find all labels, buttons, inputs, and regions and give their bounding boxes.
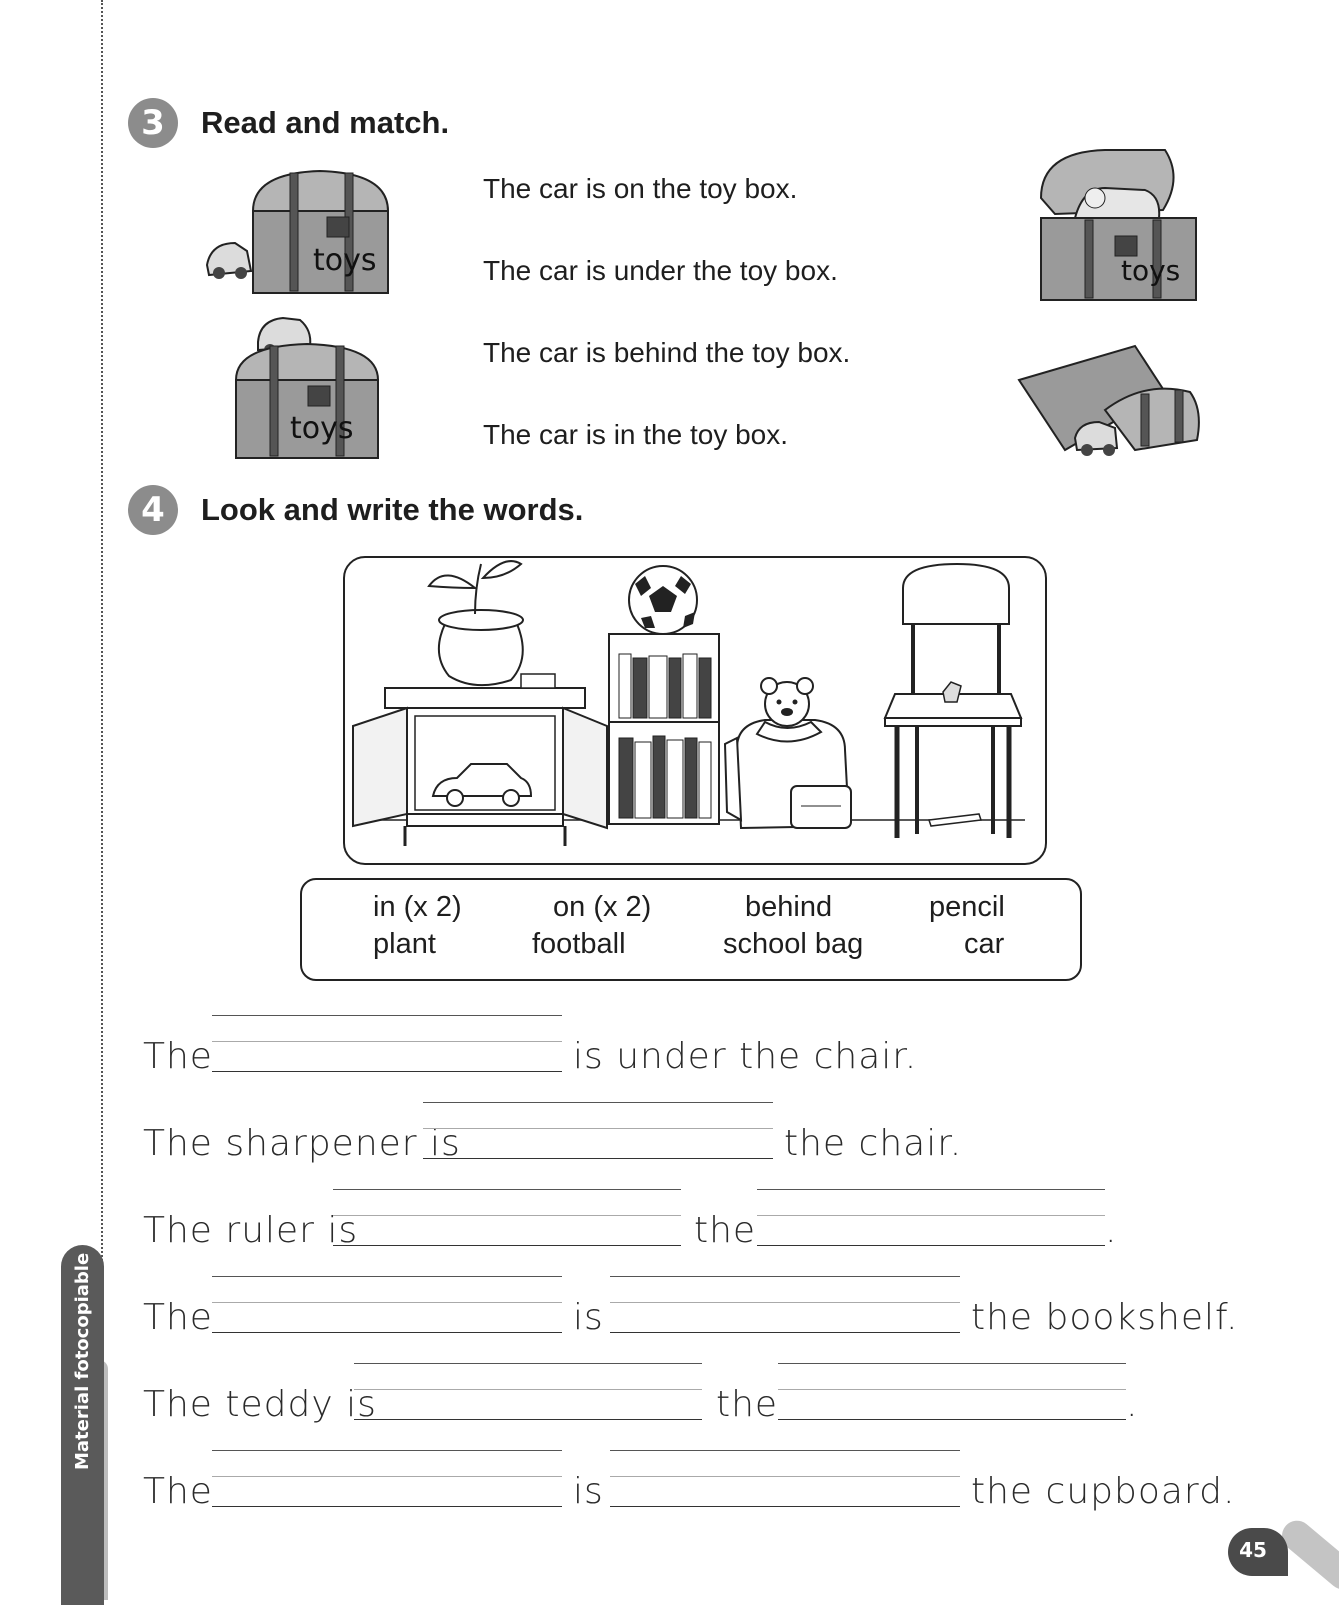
word-behind: behind: [745, 891, 833, 923]
sentence-3-mid: the: [694, 1210, 757, 1251]
answer-line-6a[interactable]: [212, 1450, 562, 1508]
word-plant: plant: [373, 928, 436, 960]
exercise-3-sentence-3: The car is behind the toy box.: [483, 337, 851, 368]
sentence-5-mid: the: [716, 1384, 779, 1425]
answer-line-1[interactable]: [212, 1015, 562, 1073]
answer-line-6b[interactable]: [610, 1450, 960, 1508]
sentence-5-start: The teddy is: [143, 1384, 377, 1425]
page-number: 45: [1239, 1538, 1267, 1562]
sentence-6-mid: is: [573, 1471, 604, 1512]
sentence-2-end: the chair.: [784, 1123, 963, 1164]
sentence-6-start: The: [143, 1471, 213, 1512]
exercise-3-title: Read and match.: [201, 105, 450, 140]
exercise-3-sentence-4: The car is in the toy box.: [483, 419, 789, 450]
answer-line-5a[interactable]: [354, 1363, 702, 1421]
bookshelf-illustration: [609, 634, 719, 824]
word-school-bag: school bag: [723, 928, 864, 960]
answer-line-3b[interactable]: [757, 1189, 1105, 1247]
word-on: on (x 2): [553, 891, 652, 923]
toy-box-car-on-illustration: [228, 312, 388, 462]
sentence-3-end: .: [1105, 1210, 1118, 1251]
sentence-4-end: the bookshelf.: [971, 1297, 1239, 1338]
room-scene-illustration: [345, 558, 1045, 863]
toy-box-car-behind-illustration: [205, 165, 395, 305]
plant-illustration: [429, 561, 555, 688]
svg-text:toys: toys: [1121, 254, 1181, 287]
toy-box-car-in-illustration: [1035, 148, 1205, 308]
word-pencil: pencil: [929, 891, 1005, 923]
sentence-4-mid: is: [573, 1297, 604, 1338]
answer-line-2[interactable]: [423, 1102, 773, 1160]
sentence-4-start: The: [143, 1297, 213, 1338]
sentence-3-start: The ruler is: [143, 1210, 359, 1251]
answer-line-5b[interactable]: [778, 1363, 1126, 1421]
football-illustration: [629, 566, 697, 634]
svg-text:toys: toys: [290, 411, 354, 446]
exercise-3-number: 3: [128, 98, 178, 148]
sentence-1-start: The: [143, 1036, 213, 1077]
sharpener-illustration: [943, 682, 961, 702]
exercise-4-title: Look and write the words.: [201, 492, 584, 527]
sentence-2-start: The sharpener is: [143, 1123, 461, 1164]
exercise-3-sentence-1: The car is on the toy box.: [483, 173, 798, 204]
answer-line-3a[interactable]: [333, 1189, 681, 1247]
exercise-4-number: 4: [128, 485, 178, 535]
room-scene-frame: [343, 556, 1047, 865]
exercise-3-sentence-2: The car is under the toy box.: [483, 255, 838, 286]
word-football: football: [532, 928, 626, 960]
sentence-6-end: the cupboard.: [971, 1471, 1236, 1512]
sentence-5-end: .: [1126, 1384, 1139, 1425]
word-in: in (x 2): [373, 891, 462, 923]
answer-line-4b[interactable]: [610, 1276, 960, 1334]
svg-text:toys: toys: [313, 243, 377, 278]
sentence-1-end: is under the chair.: [573, 1036, 918, 1077]
teddy-illustration: [757, 678, 821, 742]
toy-box-car-under-illustration: [1015, 340, 1215, 465]
answer-line-4a[interactable]: [212, 1276, 562, 1334]
ruler-illustration: [929, 814, 981, 826]
word-car: car: [964, 928, 1005, 960]
